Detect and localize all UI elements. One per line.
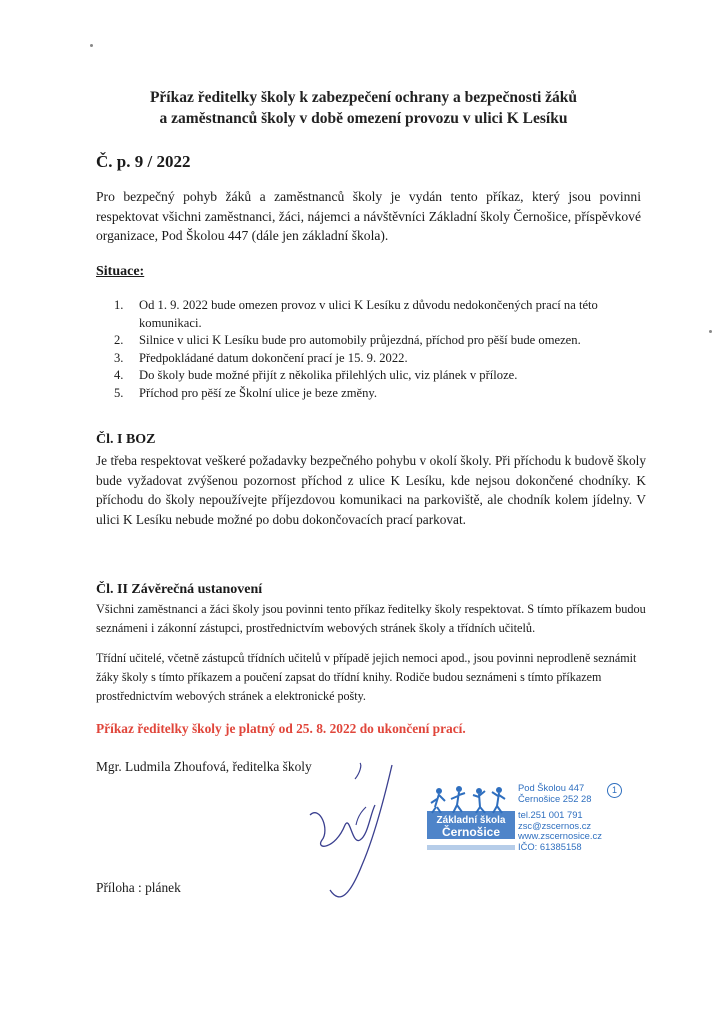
attachment-note: Příloha : plánek: [96, 880, 181, 895]
school-logo: [425, 783, 517, 858]
final-provisions-paragraph-2: Třídní učitelé, včetně zástupců třídních učitelů v případě jejich nemoci apod., jsou povinni neprodleně seznámit žáky školy s tímto příkazem a poučení zapsat do třídní knihy. Rodiče budou seznámeni s tímto příkazem prostřednictvím webových stránek a elektronické pošty.: [96, 651, 637, 703]
list-item-text: Do školy bude možné přijít z několika přilehlých ulic, viz plánek v příloze.: [139, 368, 518, 382]
list-item-text: Předpokládané datum dokončení prací je 15. 9. 2022.: [139, 350, 408, 365]
document-title: [60, 87, 667, 129]
handwritten-signature: [300, 755, 420, 905]
boz-paragraph: Je třeba respektovat veškeré požadavky bezpečného pohybu v okolí školy. Při příchodu k budově školy bude vyžadovat zvýšenou pozornost příchod z ulice K Lesíku, kde nejsou dokončené chodníky. K příchodu do školy nepoužívejte příjezdovou komunikaci na parkoviště, ale chodník kolem jídelny. V ulici K Lesíku nebude možné po dobu dokončovacích prací parkovat.: [96, 453, 646, 527]
list-item-number: 3.: [114, 350, 124, 365]
list-item-number: 2.: [114, 333, 124, 347]
reference-number: Č. p. 9 / 2022: [96, 152, 191, 171]
validity-notice: Příkaz ředitelky školy je platný od 25. 8. 2022 do ukončení prací.: [96, 721, 466, 736]
scan-dot: [90, 44, 93, 47]
list-item: [114, 332, 614, 350]
list-item-text: Příchod pro pěší ze Školní ulice je beze změny.: [139, 385, 378, 400]
final-provisions-paragraph-1: Všichni zaměstnanci a žáci školy jsou povinni tento příkaz ředitelky školy respektovat. S tímto příkazem budou seznámeni i zákonní zástupci, prostřednictvím webových stránek školy a třídních učitelů.: [96, 602, 646, 635]
situace-heading: Situace:: [96, 264, 145, 279]
list-item-text: Silnice v ulici K Lesíku bude pro automobily průjezdná, příchod pro pěší bude omezen.: [139, 333, 581, 347]
final-provisions-heading: Čl. II Závěrečná ustanovení: [96, 582, 263, 597]
list-item: [114, 350, 614, 368]
list-item-number: 1.: [114, 298, 124, 312]
list-item-number: 5.: [114, 385, 124, 400]
stamp-address-2: Černošice 252 28: [518, 792, 592, 804]
title-line-2: a zaměstnanců školy v době omezení provozu v ulici K Lesíku: [159, 110, 568, 127]
scan-dot: [709, 330, 712, 333]
list-item-number: 4.: [114, 368, 124, 382]
logo-text-2: Černošice: [441, 825, 501, 839]
stamp-email: zsc@zscernos.cz: [518, 819, 592, 831]
intro-paragraph: Pro bezpečný pohyb žáků a zaměstnanců školy je vydán tento příkaz, který jsou povinni respektovat všichni zaměstnanci, žáci, nájemci a návštěvníci Základní školy Černošice, příspěvkové organizace, Pod Školou 447 (dále jen základní škola).: [96, 189, 641, 243]
title-line-1: Příkaz ředitelky školy k zabezpečení ochrany a bezpečnosti žáků: [149, 89, 578, 106]
list-item: [114, 367, 614, 385]
list-item: [114, 385, 614, 403]
situace-list: [114, 297, 614, 402]
stamp-phone: tel.251 001 791: [518, 809, 583, 820]
boz-heading: Čl. I BOZ: [96, 432, 156, 447]
list-item-text: Od 1. 9. 2022 bude omezen provoz v ulici K Lesíku z důvodu nedokončených prací na této komunikaci.: [139, 298, 598, 330]
stamp-ico: IČO: 61385158: [518, 840, 582, 852]
logo-text-1: Základní škola: [436, 815, 506, 826]
list-item: [114, 297, 614, 332]
stamp-address-1: Pod Školou 447: [518, 782, 585, 793]
signer-name: Mgr. Ludmila Zhoufová, ředitelka školy: [96, 759, 312, 774]
stamp-circle-number: 1: [607, 783, 622, 798]
stamp-website: www.zscernosice.cz: [518, 830, 602, 841]
